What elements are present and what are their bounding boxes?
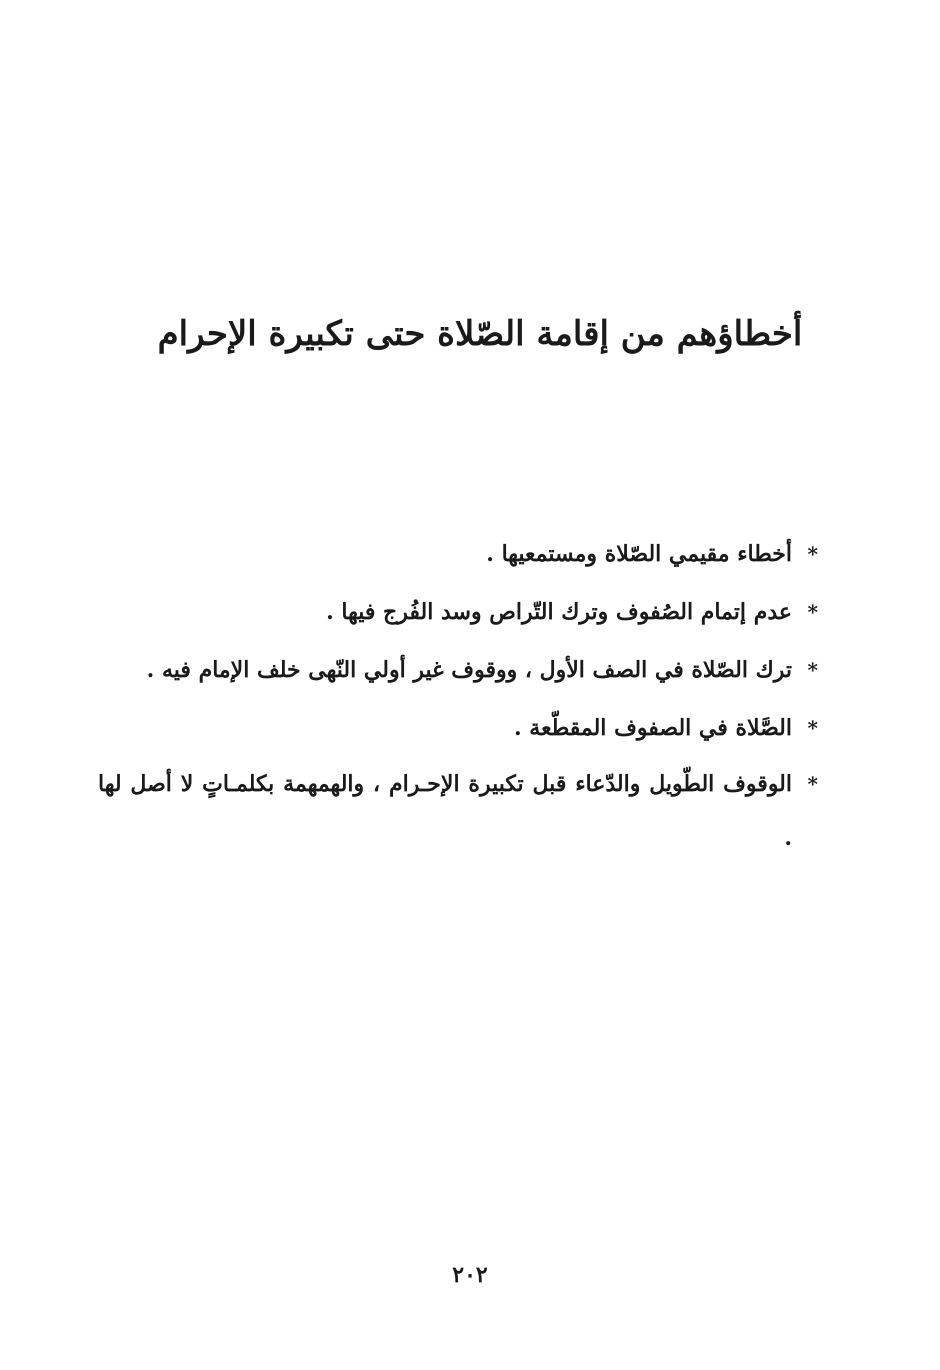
asterisk-bullet-icon: * bbox=[807, 658, 818, 682]
list-item bbox=[98, 641, 818, 699]
list-item-text: ترك الصّلاة في الصف الأول ، ووقوف غير أولي النّهى خلف الإمام فيه . bbox=[146, 657, 792, 683]
list-item-text: الصَّلاة في الصفوف المقطّعة . bbox=[513, 715, 792, 741]
asterisk-bullet-icon: * bbox=[807, 772, 818, 796]
asterisk-bullet-icon: * bbox=[807, 542, 818, 566]
page-title: أخطاؤهم من إقامة الصّلاة حتى تكبيرة الإحرام bbox=[157, 313, 803, 354]
list-item bbox=[98, 525, 818, 583]
asterisk-bullet-icon: * bbox=[807, 600, 818, 624]
page-number: ٢٠٢ bbox=[452, 1262, 488, 1288]
list-item bbox=[98, 699, 818, 757]
mistakes-list bbox=[98, 525, 818, 865]
asterisk-bullet-icon: * bbox=[807, 716, 818, 740]
list-item-text: الوقوف الطّويل والدّعاء قبل تكبيرة الإحـرام ، والهمهمة بكلمـاتٍ لا أصل لها . bbox=[98, 771, 792, 851]
list-item bbox=[98, 583, 818, 641]
list-item bbox=[98, 757, 818, 865]
list-item-text: عدم إتمام الصُفوف وترك التّراص وسد الفُرج فيها . bbox=[326, 599, 792, 625]
list-item-text: أخطاء مقيمي الصّلاة ومستمعيها . bbox=[486, 541, 792, 567]
